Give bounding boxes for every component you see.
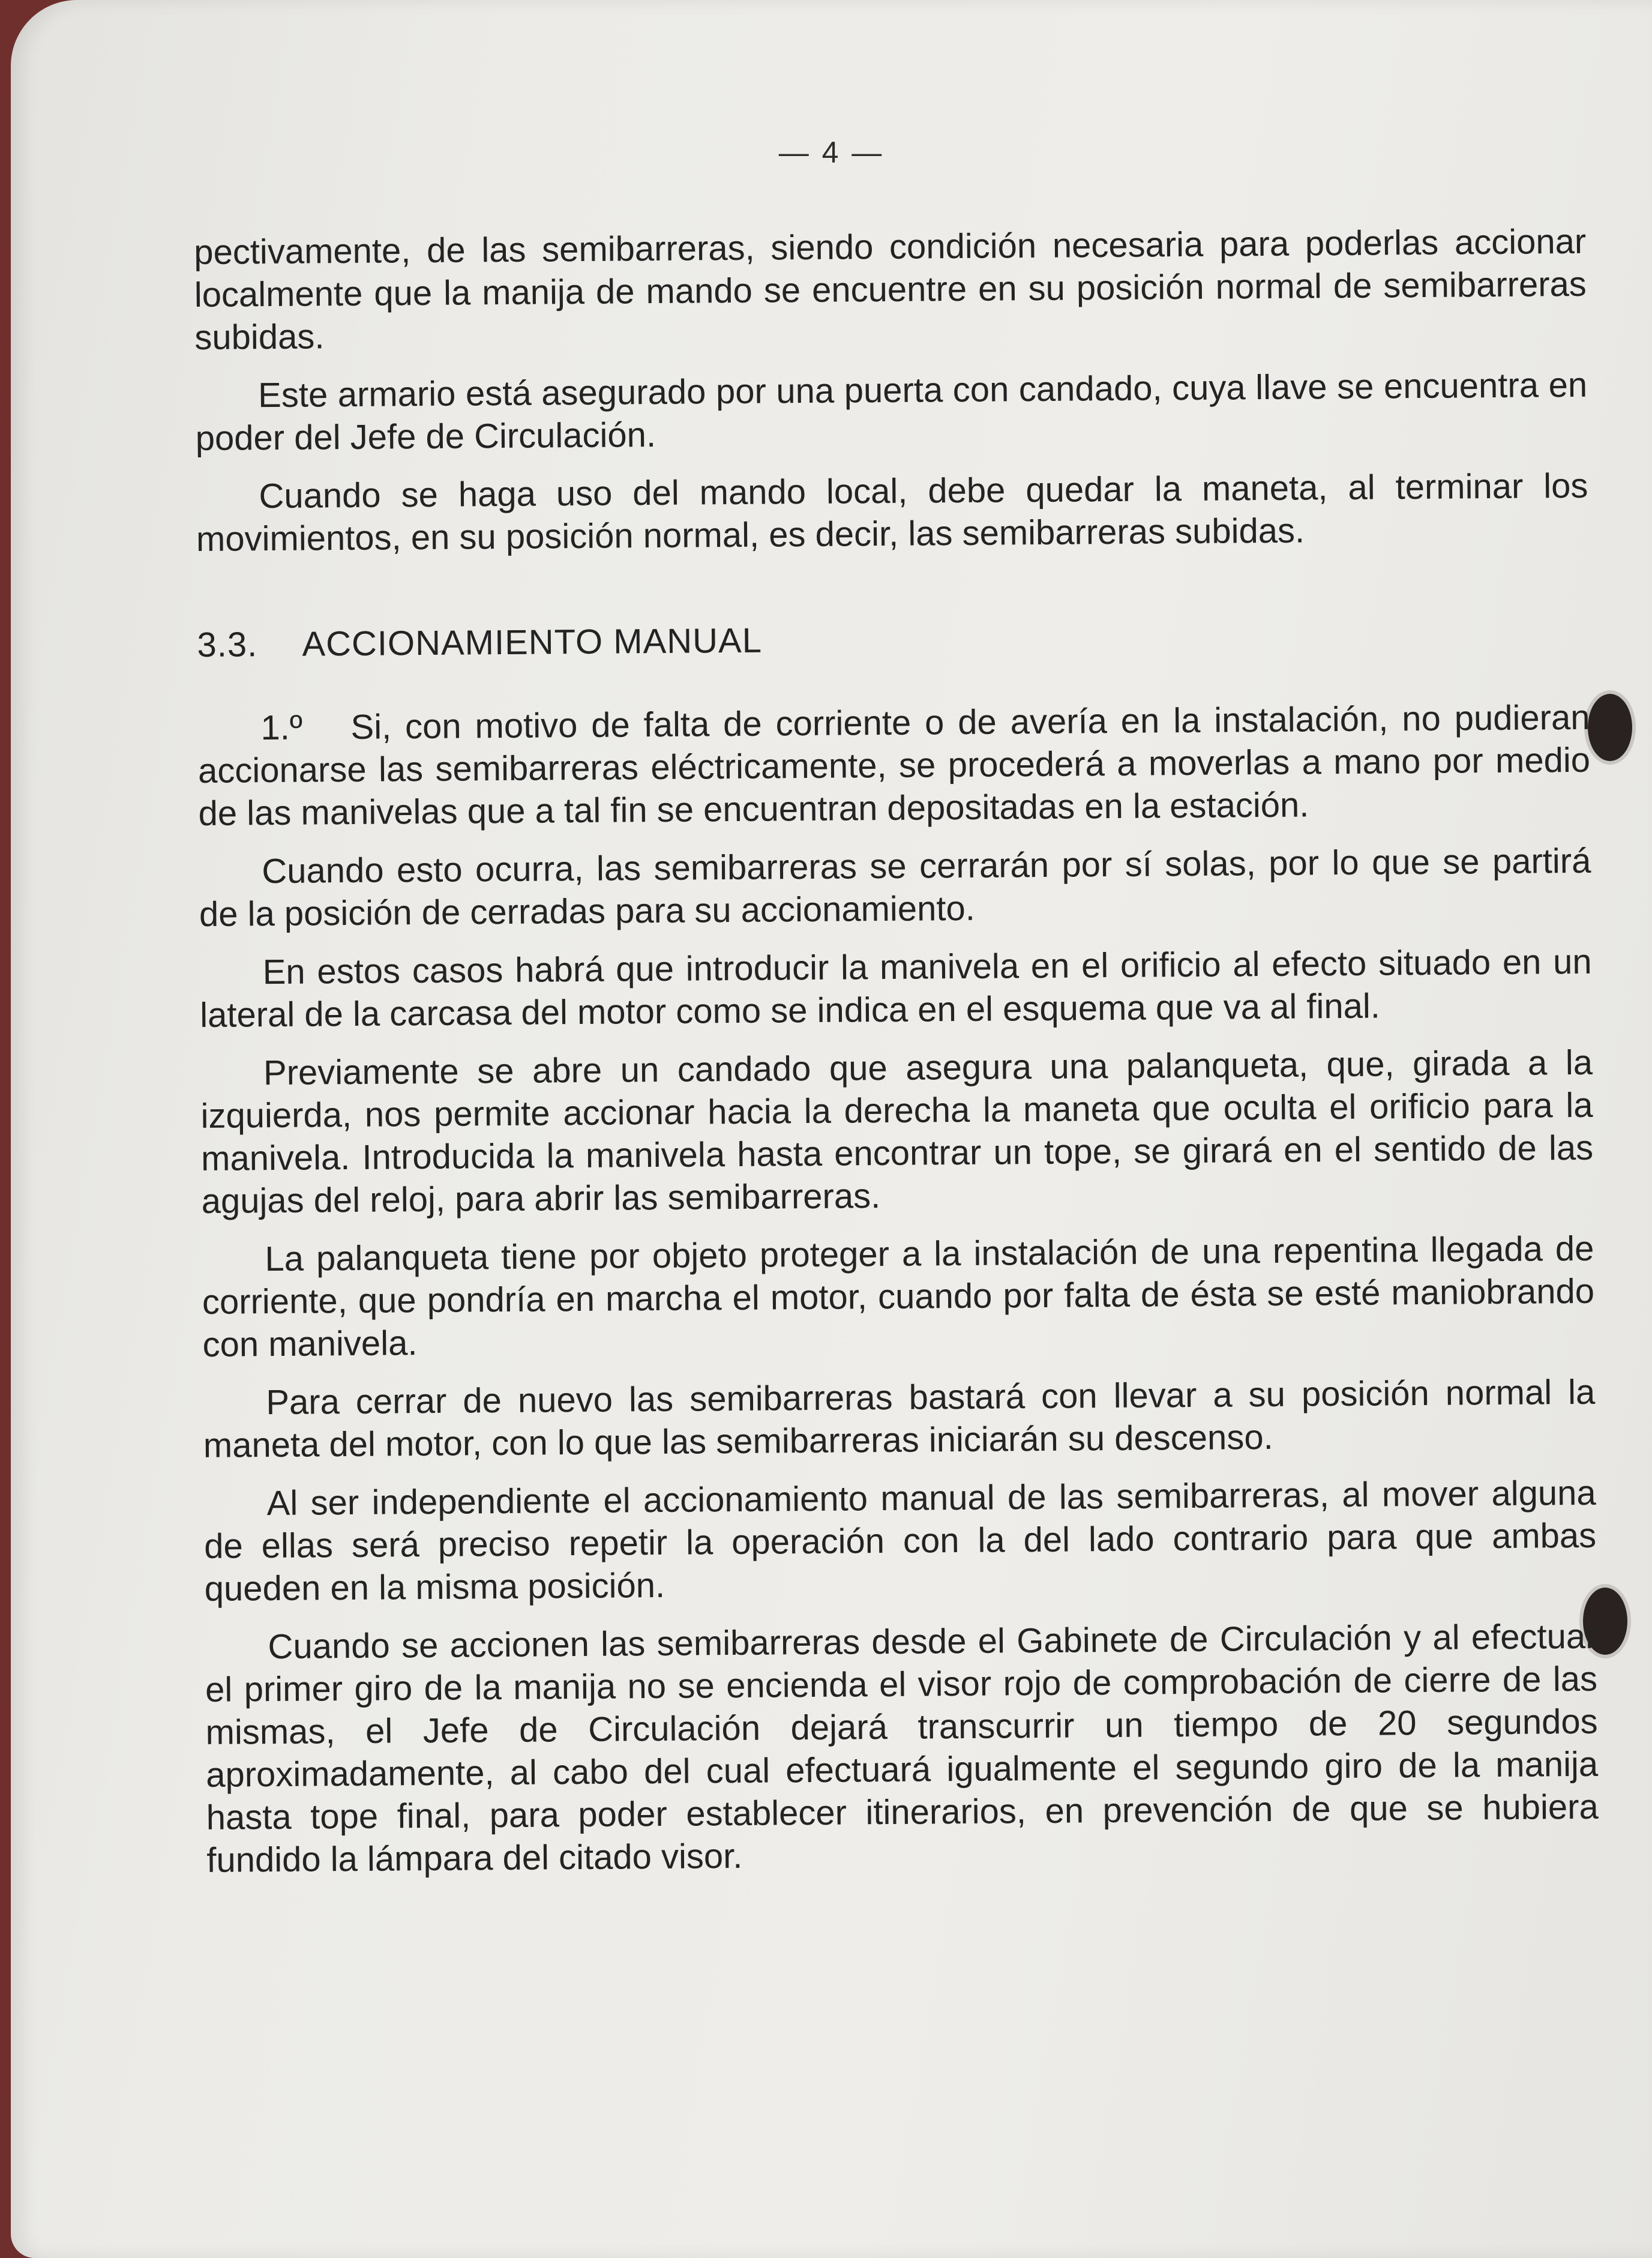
paragraph: Al ser independiente el accionamiento manual de las semibarreras, al mover alguna de ellas será preciso repetir la operación con la del lado contrario para que ambas queden en la misma posición. <box>203 1473 1597 1609</box>
paragraph: Cuando esto ocurra, las semibarreras se cerrarán por sí solas, por lo que se partirá de la posición de cerradas para su accionamiento. <box>199 841 1591 934</box>
paragraph: Para cerrar de nuevo las semibarreras bastará con llevar a su posición normal la maneta del motor, con lo que las semibarreras iniciarán su descenso. <box>203 1372 1596 1465</box>
document-body <box>194 220 1599 1897</box>
item-number: 1.º <box>260 708 303 748</box>
paragraph: En estos casos habrá que introducir la manivela en el orificio al efecto situado en un lateral de la carcasa del motor como se indica en el esquema que va al final. <box>200 942 1592 1035</box>
paragraph: pectivamente, de las semibarreras, siendo condición necesaria para poderlas accionar localmente que la manija de mando se encuentre en su posición normal de semibarreras subidas. <box>194 221 1587 357</box>
paragraph: Cuando se haga uso del mando local, debe quedar la maneta, al terminar los movimientos, en su posición normal, es decir, las semibarreras subidas. <box>196 466 1588 559</box>
page-number: — 4 — <box>778 136 885 169</box>
punch-hole <box>1588 694 1632 761</box>
paragraph: La palanqueta tiene por objeto proteger a la instalación de una repentina llegada de corriente, que pondría en marcha el motor, cuando por falta de ésta se esté maniobrando con manivela. <box>202 1229 1595 1364</box>
paragraph: Previamente se abre un candado que asegura una palanqueta, que, girada a la izquierda, nos permite accionar hacia la derecha la maneta que oculta el orificio para la manivela. Introducida la manivela hasta encontrar un tope, se girará en el sentido de las agujas del reloj, para abrir las semibarreras. <box>200 1043 1594 1221</box>
item-text: Si, con motivo de falta de corriente o de avería en la instalación, no pudieran accionarse las semibarreras eléctricamente, se procederá a moverlas a mano por medio de las manivelas que a tal fin se encuentran depositadas en la estación. <box>197 697 1591 833</box>
document-page <box>11 0 1652 2258</box>
numbered-item <box>197 696 1591 835</box>
section-title: ACCIONAMIENTO MANUAL <box>302 621 763 664</box>
paragraph: Este armario está asegurado por una puerta con candado, cuya llave se encuentra en poder del Jefe de Circulación. <box>195 365 1588 458</box>
section-number: 3.3. <box>197 625 258 664</box>
paragraph: Cuando se accionen las semibarreras desde el Gabinete de Circulación y al efectuar el primer giro de la manija no se encienda el visor rojo de comprobación de cierre de las mismas, el Jefe de Circulación dejará transcurrir un tiempo de 20 segundos aproximadamente, al cabo del cual efectuará igualmente el segundo giro de la manija hasta tope final, para poder establecer itinerarios, en prevención de que se hubiera fundido la lámpara del citado visor. <box>205 1616 1599 1880</box>
section-heading <box>197 613 1589 666</box>
